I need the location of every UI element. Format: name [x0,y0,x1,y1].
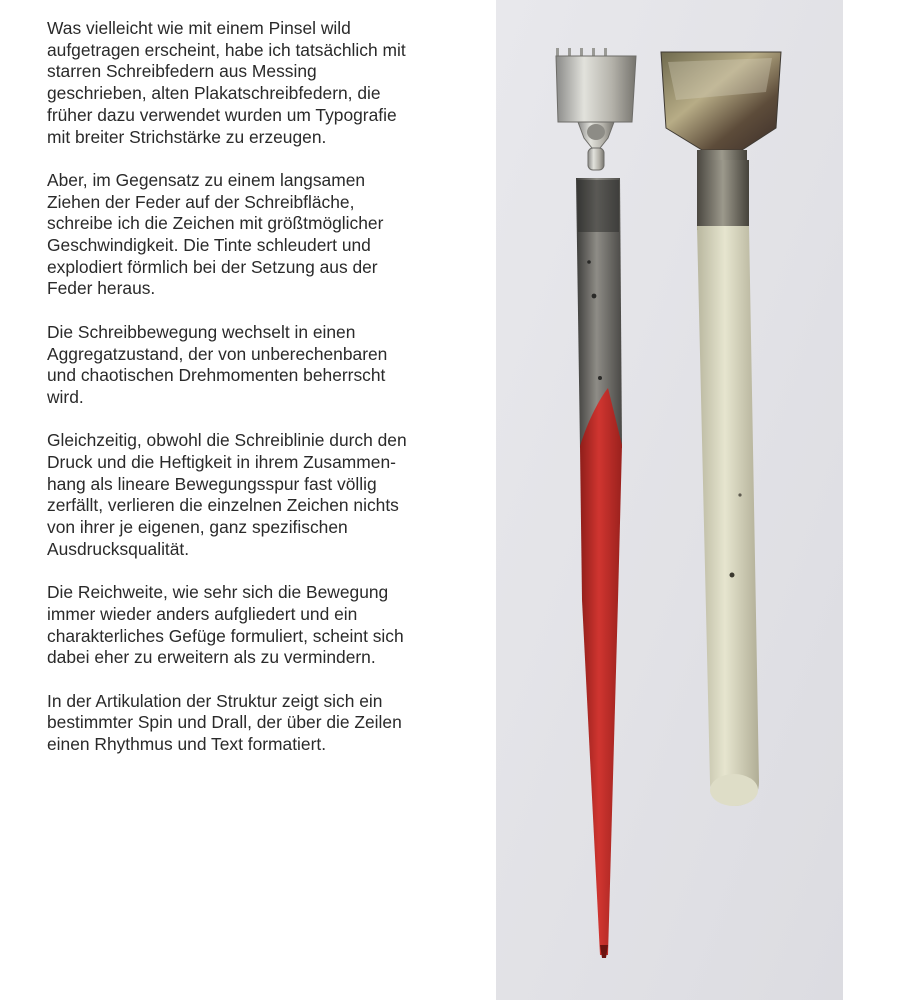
photo-background [496,0,843,1000]
paragraph-1: Was vielleicht wie mit einem Pinsel wild aufgetragen erscheint, habe ich tatsächlich mit starren Schreibfedern aus Messing geschrieben, alten Plakatschreibfedern, die früher dazu verwendet wurden um Typografie mit breiter Strichstärke zu erzeugen. [47,18,406,147]
text-column [47,18,467,778]
paragraph-3: Die Schreibbewegung wechselt in einen Aggregatzustand, der von unberechenbaren und chaotischen Drehmomenten beherrscht wird. [47,321,388,407]
paragraph-4: Gleichzeitig, obwohl die Schreiblinie durch den Druck und die Heftigkeit in ihrem Zusammen- hang als lineare Bewegungsspur fast völlig zerfällt, verlieren die einzelnen Zeichen nichts von ihrer je eigenen, ganz spezifischen Ausdrucksqualität. [47,430,407,559]
right-pen-ferrule [697,160,749,230]
paragraph-2: Aber, im Gegensatz zu einem langsamen Ziehen der Feder auf der Schreibfläche, schreibe ich die Zeichen mit größtmöglicher Geschwindigkeit. Die Tinte schleudert und explodiert förmlich bei der Setzung aus der Feder heraus. [47,169,384,299]
paragraph-6: In der Artikulation der Struktur zeigt sich ein bestimmter Spin und Drall, der über die Zeilen einen Rhythmus und Text formatiert. [47,690,402,755]
paragraph-5: Die Reichweite, wie sehr sich die Bewegung immer wieder anders aufgliedert und ein charakterliches Gefüge formuliert, scheint sich dabei eher zu erweitern als zu vermindern. [47,582,404,668]
pen-photo [496,0,843,1000]
